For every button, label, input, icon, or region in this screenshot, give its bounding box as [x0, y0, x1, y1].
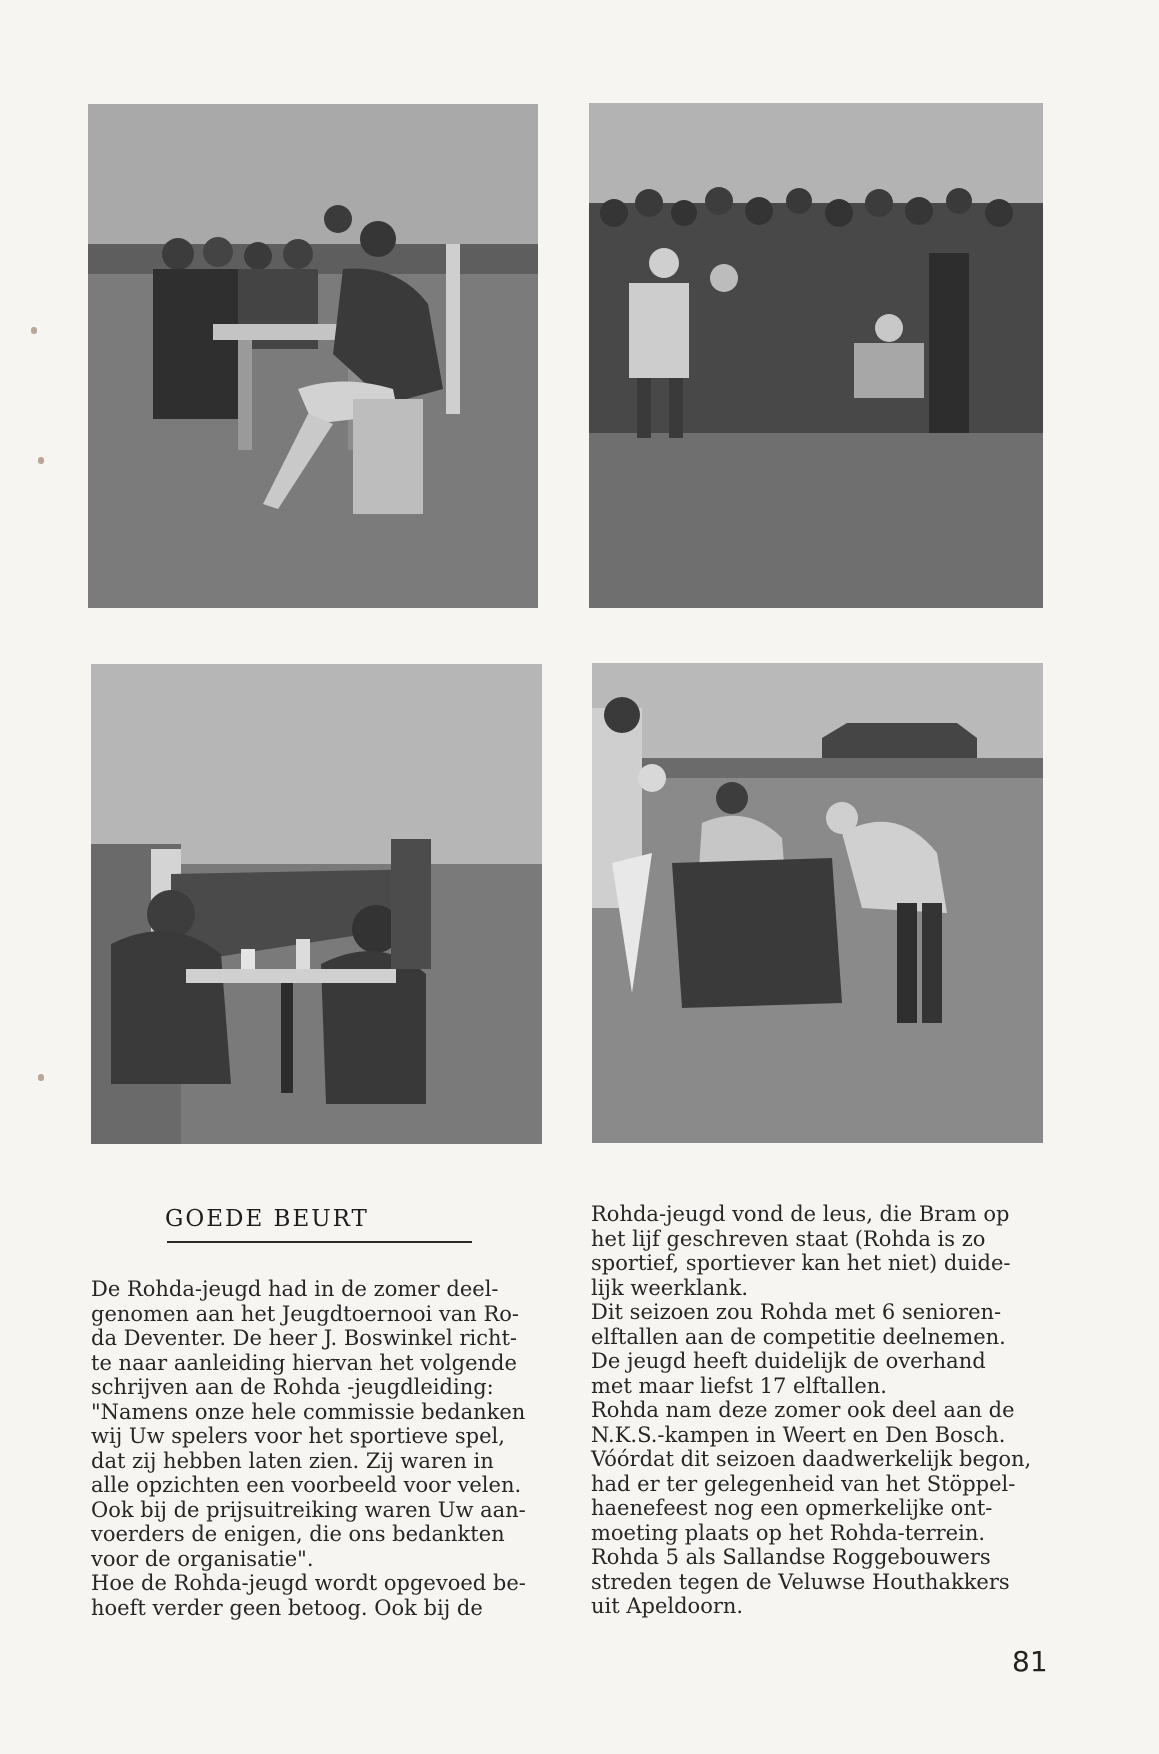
text-line: Rohda-jeugd vond de leus, die Bram op [591, 1202, 1010, 1226]
photo-team-group [589, 103, 1043, 608]
text-line: dat zij hebben laten zien. Zij waren in [91, 1448, 494, 1473]
margin-speck [31, 327, 37, 334]
photo-barbecue-gathering [592, 663, 1043, 1143]
text-line: De Rohda-jeugd had in de zomer deel- [91, 1277, 499, 1301]
text-line: Rohda nam deze zomer ook deel aan de [591, 1398, 1015, 1422]
text-line: wij Uw spelers voor het sportieve spel, [91, 1424, 505, 1448]
margin-speck [38, 1074, 44, 1081]
text-line: elftallen aan de competitie deelnemen. [591, 1324, 1006, 1349]
text-line: sportief, sportiever kan het niet) duide- [591, 1251, 1011, 1275]
text-line: Dit seizoen zou Rohda met 6 senioren- [591, 1300, 1002, 1324]
text-line: Vóórdat dit seizoen daadwerkelijk begon, [591, 1447, 1032, 1471]
text-line: alle opzichten een voorbeeld voor velen. [91, 1473, 522, 1497]
title-underline [167, 1241, 472, 1243]
text-line: het lijf geschreven staat (Rohda is zo [591, 1226, 986, 1251]
text-line: genomen aan het Jeugdtoernooi van Ro- [91, 1301, 520, 1326]
text-line: streden tegen de Veluwse Houthakkers [591, 1569, 1010, 1594]
text-line: uit Apeldoorn. [591, 1594, 744, 1618]
text-line: Ook bij de prijsuitreiking waren Uw aan- [91, 1497, 526, 1522]
text-line: haenefeest nog een opmerkelijke ont- [591, 1496, 993, 1520]
page-number: 81 [1012, 1645, 1048, 1678]
text-line: lijk weerklank. [591, 1275, 749, 1300]
photo-picnic-table [88, 104, 538, 608]
text-line: da Deventer. De heer J. Boswinkel richt- [91, 1326, 518, 1350]
margin-speck [38, 457, 44, 464]
article-title: GOEDE BEURT [165, 1206, 369, 1232]
text-line: hoeft verder geen betoog. Ook bij de [91, 1595, 483, 1620]
text-line: had er ter gelegenheid van het Stöppel- [591, 1471, 1016, 1496]
text-line: moeting plaats op het Rohda-terrein. [591, 1520, 986, 1545]
text-line: N.K.S.-kampen in Weert en Den Bosch. [591, 1422, 1006, 1447]
photo-long-table-meal [91, 664, 542, 1144]
article-body-left-column [91, 1277, 571, 1620]
text-line: "Namens onze hele commissie bedanken [91, 1399, 526, 1424]
text-line: te naar aanleiding hiervan het volgende [91, 1350, 517, 1375]
article-body-right-column [591, 1202, 1081, 1619]
text-line: schrijven aan de Rohda -jeugdleiding: [91, 1375, 494, 1399]
text-line: voor de organisatie". [91, 1546, 314, 1571]
text-line: De jeugd heeft duidelijk de overhand [591, 1349, 986, 1373]
text-line: Rohda 5 als Sallandse Roggebouwers [591, 1545, 991, 1569]
text-line: Hoe de Rohda-jeugd wordt opgevoed be- [91, 1571, 526, 1595]
text-line: voerders de enigen, die ons bedankten [91, 1522, 505, 1546]
text-line: met maar liefst 17 elftallen. [591, 1373, 887, 1398]
